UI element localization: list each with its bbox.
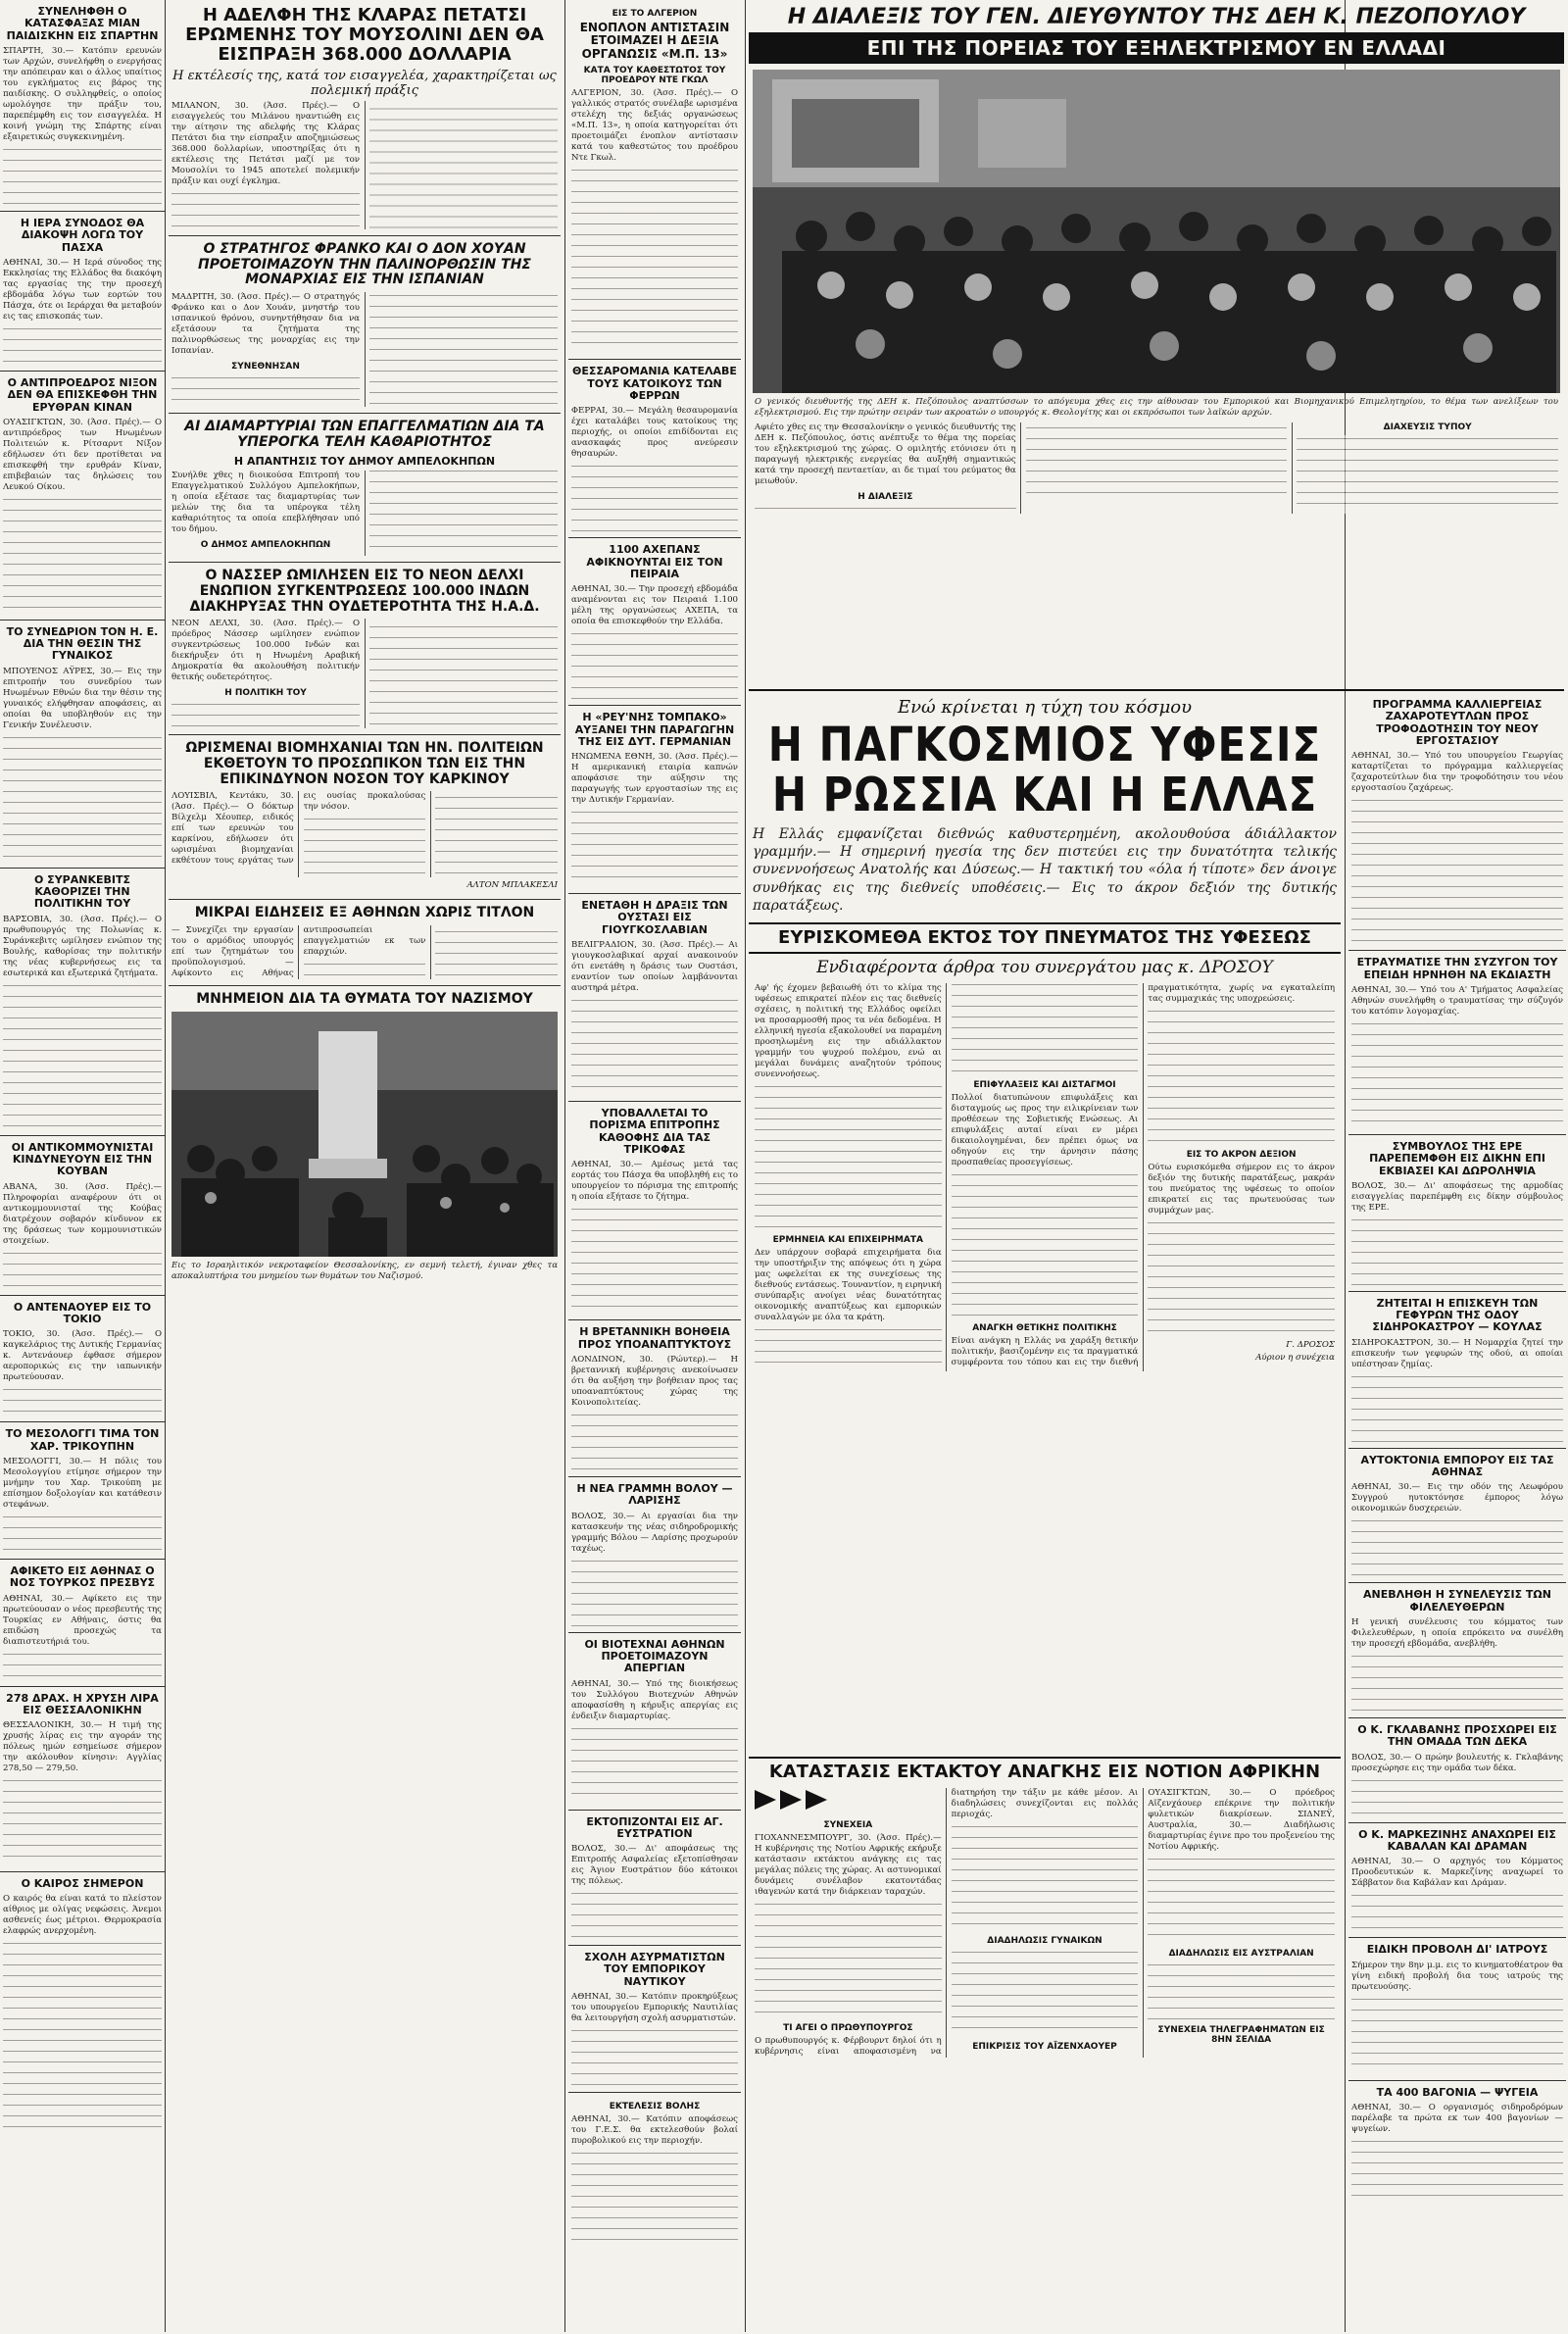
headline: ΑΙ ΔΙΑΜΑΡΤΥΡΙΑΙ ΤΩΝ ΕΠΑΓΓΕΛΜΑΤΙΩΝ ΔΙΑ ΤΑ ΥΠΕΡΟΓΚΑ ΤΕΛΗ ΚΑΘΑΡΙΟΤΗΤΟΣ bbox=[184, 418, 545, 450]
headline: 1100 ΑΧΕΠΑΝΣ ΑΦΙΚΝΟΥΝΤΑΙ ΕΙΣ ΤΟΝ ΠΕΙΡΑΙΑ bbox=[586, 543, 723, 580]
headline: ΤΟ ΣΥΝΕΔΡΙΟΝ ΤΟΝ Η. Ε. ΔΙΑ ΤΗΝ ΘΕΣΙΝ ΤΗΣ ΓΥΝΑΙΚΟΣ bbox=[6, 624, 159, 663]
section-label: ΔΙΑΧΕΥΣΙΣ ΤΥΠΟΥ bbox=[1383, 422, 1472, 432]
main-story bbox=[749, 693, 1341, 1752]
text-lines bbox=[1351, 1777, 1563, 1816]
article bbox=[568, 1102, 741, 1320]
text-lines bbox=[571, 1890, 738, 1939]
article bbox=[0, 1560, 165, 1687]
article-text: ΑΘΗΝΑΙ, 30.— Η Ιερά σύνοδος της Εκκλησίας της Ελλάδος θα διακόψη τας εργασίας της την προσεχή εβδομάδα λόγω των εορτών του Πάσχα, ότε οι Ιεράρχαι θα μεταβούν εις τας επισκοπάς των. bbox=[3, 257, 162, 322]
article bbox=[169, 0, 561, 236]
subheadline: ΚΑΤΑ ΤΟΥ ΚΑΘΕΣΤΩΤΟΣ ΤΟΥ ΠΡΟΕΔΡΟΥ ΝΤΕ ΓΚΩΛ bbox=[583, 66, 726, 86]
text-lines bbox=[3, 1250, 162, 1289]
byline: ΑΛΤΟΝ ΜΠΛΑΚΕΣΛΙ bbox=[466, 880, 558, 891]
headline: Ο ΣΤΡΑΤΗΓΟΣ ΦΡΑΝΚΟ ΚΑΙ Ο ΔΟΝ ΧΟΥΑΝ ΠΡΟΕΤΟΙΜΑΖΟΥΝ ΤΗΝ ΠΑΛΙΝΟΡΘΩΣΙΝ ΤΗΣ ΜΟΝΑΡΧΙΑΣ ΕΙΣ ΤΗΝ ΙΣΠΑΝΙΑΝ bbox=[198, 240, 531, 288]
text-lines bbox=[755, 1901, 942, 2018]
headline: ΥΠΟΒΑΛΛΕΤΑΙ ΤΟ ΠΟΡΙΣΜΑ ΕΠΙΤΡΟΠΗΣ ΚΑΘΟΦΗΣ ΔΙΑ ΤΑΣ ΤΡΙΚΟΦΑΣ bbox=[589, 1107, 720, 1156]
lede: Η Ελλάς εμφανίζεται διεθνώς καθυστερημένη, ακολουθούσα άδιάλλακτον γραμμήν.— Η σημερινή ηγεσία της δεν πιστεύει εις την δυνατότητα τελικής συνεννοήσεως Ανατολής και Δύσεως.— Η τακτική του «όλα ή τίποτε» δεν άνοιγε συνθήκας εις της διεθνείς υποθέσεις.— Εις το άκρον δεξιόν της δυτικής παρατάξεως. bbox=[753, 826, 1337, 914]
headline: ΜΝΗΜΕΙΟΝ ΔΙΑ ΤΑ ΘΥΜΑΤΑ ΤΟΥ ΝΑΖΙΣΜΟΥ bbox=[196, 991, 533, 1008]
article-text: ΦΕΡΡΑΙ, 30.— Μεγάλη θεσαυρομανία έχει καταλάβει τους κατοίκους της περιοχής, οι οποίοι επιδίδονται εις ανασκαφάς προς ανεύρεσιν θησαυρών. bbox=[571, 406, 738, 460]
text-lines bbox=[571, 167, 738, 353]
headline: ΣΧΟΛΗ ΑΣΥΡΜΑΤΙΣΤΩΝ ΤΟΥ ΕΜΠΟΡΙΚΟΥ ΝΑΥΤΙΚΟΥ bbox=[584, 1951, 725, 1988]
article-text: Σήμερον την 8ην μ.μ. εις το κινηματοθέατρον θα γίνη ειδική προβολή δια τους ιατρούς της πρωτευούσης. bbox=[1351, 1960, 1563, 1992]
article-text: ΒΑΡΣΟΒΙΑ, 30. (Άσσ. Πρές).— Ο πρωθυπουργός της Πολωνίας κ. Συράνκεβιτς ωμίλησεν ενώπιον της Βουλής, καθορίσας την πολιτικήν της νέας κυβερνήσεως εις τα εσωτερικά και εξωτερικά ζητήματα. bbox=[3, 914, 162, 978]
article bbox=[568, 894, 741, 1102]
section-label: ΕΠΙΦΥΛΑΞΕΙΣ ΚΑΙ ΔΙΣΤΑΓΜΟΙ bbox=[973, 1080, 1116, 1091]
article-text: Ούτω ευρισκόμεθα σήμερον εις το άκρον δεξιόν της δυτικής παρατάξεως, μακράν του πνεύματος της υφέσεως το οποίον επικρατεί εις τας πρωτευούσας των συμμάχων μας. bbox=[1148, 1163, 1335, 1217]
article-text: ΒΟΛΟΣ, 30.— Αι εργασίαι δια την κατασκευήν της νέας σιδηροδρομικής γραμμής Βόλου — Λαρίσης προχωρούν ταχέως. bbox=[571, 1511, 738, 1554]
headline: Η ΝΕΑ ΓΡΑΜΜΗ ΒΟΛΟΥ — ΛΑΡΙΣΗΣ bbox=[576, 1481, 733, 1508]
article bbox=[568, 0, 741, 360]
section-label: ΣΥΝΕΘΝΗΣΑΝ bbox=[231, 361, 300, 372]
article bbox=[0, 1136, 165, 1296]
article-text: ΛΟΝΔΙΝΟΝ, 30. (Ρώυτερ).— Η βρεταννική κυβέρνησις ανεκοίνωσεν ότι θα αυξήση την βοήθειαν προς τας υποαναπτύκτους χώρας της Κοινοπολιτείας. bbox=[571, 1354, 738, 1408]
headline: Ο ΝΑΣΣΕΡ ΩΜΙΛΗΣΕΝ ΕΙΣ ΤΟ ΝΕΟΝ ΔΕΛΧΙ ΕΝΩΠΙΟΝ ΣΥΓΚΕΝΤΡΩΣΕΩΣ 100.000 ΙΝΔΩΝ ΔΙΑΚΗΡΥΞΑΣ ΤΗΝ ΟΥΔΕΤΕΡΟΤΗΤΑ ΤΗΣ Η.Α.Δ. bbox=[189, 568, 540, 615]
article bbox=[1348, 1938, 1566, 2080]
section-label: ΑΝΑΓΚΗ ΘΕΤΙΚΗΣ ΠΟΛΙΤΙΚΗΣ bbox=[972, 1323, 1117, 1334]
article-text: ΜΠΟΥΕΝΟΣ ΑΫΡΕΣ, 30.— Εις την επιτροπήν του συνεδρίου των Ηνωμένων Εθνών δια την θέσιν της γυναικός ελήφθησαν αποφάσεις, αι οποίαι θα υποβληθούν εις την Γενικήν Συνέλευσιν. bbox=[3, 666, 162, 730]
article-text: Πολλοί διατυπώνουν επιφυλάξεις και δισταγμούς ως προς την ειλικρίνειαν των προθέσεων της Σοβιετικής Ενώσεως. Αι επιφυλάξεις αυταί είναι εν μέρει δικαιολογημέναι, δεν πρέπει όμως να οδηγούν εις την άρνησιν πάσης προσπαθείας προσεγγίσεως. bbox=[951, 1093, 1139, 1168]
text-lines bbox=[1351, 1653, 1563, 1712]
article-text: Είναι ανάγκη η Ελλάς να χαράξη θετικήν πολιτικήν, βασιζομένην εις τα πραγματικά συμφέροντα του τόπου και εις την διεθνή πραγματικότητα, χωρίς να εγκαταλείπη τας συμμαχικάς της υποχρεώσεις. bbox=[951, 983, 1335, 1368]
article-text: ΜΑΔΡΙΤΗ, 30. (Άσσ. Πρές).— Ο στρατηγός Φράνκο και ο Δον Χουάν, μνηστήρ του ισπανικού θρόνου, συνηντήθησαν δια να εξετάσουν τα ζητήματα της παλινορθώσεως της μοναρχίας εις την Ισπανίαν. bbox=[172, 291, 360, 356]
text-lines bbox=[571, 1558, 738, 1626]
column-third bbox=[568, 0, 741, 2332]
article-text: ΝΕΟΝ ΔΕΛΧΙ, 30. (Άσσ. Πρές).— Ο πρόεδρος Νάσσερ ωμίλησεν ενώπιον συγκεντρώσεως 100.000 Ινδών και διεκήρυξεν ότι η Ηνωμένη Αραβική Δημοκρατία θα ακολουθήση πολιτικήν θετικής ουδετερότητος. bbox=[172, 619, 360, 683]
section-label: ΤΙ ΑΓΕΙ Ο ΠΡΩΘΥΠΟΥΡΓΟΣ bbox=[783, 2023, 913, 2034]
text-lines bbox=[571, 2027, 738, 2086]
kicker: Ενώ κρίνεται η τύχη του κόσμου bbox=[897, 697, 1193, 718]
section-label: ΣΥΝΕΧΕΙΑ bbox=[823, 1820, 873, 1831]
column-rule bbox=[745, 0, 746, 2332]
audience-photo-graphic bbox=[753, 70, 1560, 393]
kicker: ΕΙΣ ΤΟ ΑΛΓΕΡΙΟΝ bbox=[612, 9, 698, 19]
text-lines bbox=[1351, 797, 1563, 944]
article-text: ΑΒΑΝΑ, 30. (Άσσ. Πρές).— Πληροφορίαι αναφέρουν ότι οι αντικομμουνισταί της Κούβας διατρέχουν σοβαρόν κίνδυνον εκ της δράσεως των κομμουνιστικών στοιχείων. bbox=[3, 1181, 162, 1246]
continuation-note: Αύριον η συνέχεια bbox=[1255, 1353, 1335, 1364]
headline: Η ΔΙΑΛΕΞΙΣ ΤΟΥ ΓΕΝ. ΔΙΕΥΘΥΝΤΟΥ ΤΗΣ ΔΕΗ Κ. ΠΕΖΟΠΟΥΛΟΥ bbox=[787, 5, 1526, 29]
text-lines bbox=[1297, 435, 1558, 514]
article bbox=[1348, 1718, 1566, 1823]
article-text: ΑΘΗΝΑΙ, 30.— Ο αρχηγός του Κόμματος Προοδευτικών κ. Μαρκεζίνης αναχωρεί το Σάββατον δια Καβάλαν και Δράμαν. bbox=[1351, 1857, 1563, 1889]
headline: 278 ΔΡΑΧ. Η ΧΡΥΣΗ ΛΙΡΑ ΕΙΣ ΘΕΣΣΑΛΟΝΙΚΗΝ bbox=[6, 1691, 159, 1716]
section-label: ΕΡΜΗΝΕΙΑ ΚΑΙ ΕΠΙΧΕΙΡΗΜΑΤΑ bbox=[772, 1235, 924, 1246]
article-text: Αφ' ής έχομεν βεβαιωθή ότι το κλίμα της υφέσεως επικρατεί πλέον εις τας διεθνείς σχέσεις, η πολιτική της Ελλάδος οφείλει να προσαρμοσθή προς τα νέα δεδομένα. Η ελληνική ηγεσία εξακολουθεί να παραμένη προσηλωμένη εις την αδιάλλακτον γραμμήν του ψυχρού πολέμου, ενώ αι μεγάλαι δυνάμεις αναζητούν τρόπους συνεννοήσεως. bbox=[755, 983, 942, 1080]
article bbox=[169, 414, 561, 563]
text-lines bbox=[3, 1386, 162, 1415]
headline: ΑΦΙΚΕΤΟ ΕΙΣ ΑΘΗΝΑΣ Ο ΝΟΣ ΤΟΥΡΚΟΣ ΠΡΕΣΒΥΣ bbox=[9, 1564, 156, 1590]
column-left bbox=[0, 0, 165, 2332]
article bbox=[568, 360, 741, 538]
headline: ΕΝΕΤΑΘΗ Η ΔΡΑΞΙΣ ΤΩΝ ΟΥΣΤΑΣΙ ΕΙΣ ΓΙΟΥΓΚΟΣΛΑΒΙΑΝ bbox=[581, 899, 728, 936]
headline: Ο ΑΝΤΕΝΑΟΥΕΡ ΕΙΣ ΤΟ ΤΟΚΙΟ bbox=[13, 1300, 152, 1325]
article-text: Ο πρωθυπουργός κ. Φέρβουρντ δηλοί ότι η κυβέρνησις είναι αποφασισμένη να διατηρήση την τάξιν με κάθε μέσον. Αι διαδηλώσεις συνεχίζονται εις πολλάς περιοχάς. bbox=[755, 1788, 1139, 2058]
article bbox=[568, 1477, 741, 1633]
headline: ΤΟ ΜΕΣΟΛΟΓΓΙ ΤΙΜΑ ΤΟΝ ΧΑΡ. ΤΡΙΚΟΥΠΗΝ bbox=[5, 1427, 160, 1453]
headline: Ο Κ. ΓΚΛΑΒΑΝΗΣ ΠΡΟΣΧΩΡΕΙ ΕΙΣ ΤΗΝ ΟΜΑΔΑ ΤΩΝ ΔΕΚΑ bbox=[1357, 1723, 1557, 1749]
article bbox=[1348, 1449, 1566, 1584]
text-lines bbox=[3, 1514, 162, 1553]
text-lines bbox=[1148, 1962, 1335, 2020]
article bbox=[1348, 951, 1566, 1135]
article bbox=[169, 563, 561, 735]
text-lines bbox=[571, 809, 738, 887]
south-africa-story bbox=[749, 1757, 1341, 2334]
article-text: ΑΘΗΝΑΙ, 30.— Εις την οδόν της Λεωφόρου Συγγρού ηυτοκτόνησε έμπορος λόγω οικονομικών δυσχερειών. bbox=[1351, 1482, 1563, 1515]
headline: ΕΙΔΙΚΗ ΠΡΟΒΟΛΗ ΔΙ' ΙΑΤΡΟΥΣ bbox=[1366, 1943, 1548, 1957]
headline: ΕΤΡΑΥΜΑΤΙΣΕ ΤΗΝ ΣΥΖΥΓΟΝ ΤΟΥ ΕΠΕΙΔΗ ΗΡΝΗΘΗ ΝΑ ΕΚΔΙΑΣΤΗ bbox=[1356, 956, 1558, 981]
text-lines bbox=[1351, 1996, 1563, 2074]
headline: Η ΒΡΕΤΑΝΝΙΚΗ ΒΟΗΘΕΙΑ ΠΡΟΣ ΥΠΟΑΝΑΠΤΥΚΤΟΥΣ bbox=[577, 1325, 732, 1351]
article bbox=[568, 1946, 741, 2093]
text-lines bbox=[3, 1651, 162, 1680]
article bbox=[1348, 1823, 1566, 1939]
headline: ΚΑΤΑΣΤΑΣΙΣ ΕΚΤΑΚΤΟΥ ΑΝΑΓΚΗΣ ΕΙΣ ΝΟΤΙΟΝ ΑΦΡΙΚΗΝ bbox=[768, 1762, 1321, 1782]
headline: ΕΝΟΠΛΟΝ ΑΝΤΙΣΤΑΣΙΝ ΕΤΟΙΜΑΖΕΙ Η ΔΕΞΙΑ ΟΡΓΑΝΩΣΙΣ «Μ.Π. 13» bbox=[579, 21, 730, 61]
text-lines bbox=[1351, 2138, 1563, 2197]
column-second bbox=[169, 0, 561, 2332]
headline: ΟΙ ΑΝΤΙΚΟΜΜΟΥΝΙΣΤΑΙ ΚΙΝΔΥΝΕΥΟΥΝ ΕΙΣ ΤΗΝ ΚΟΥΒΑΝ bbox=[11, 1140, 154, 1178]
headline: ΣΥΜΒΟΥΛΟΣ ΤΗΣ ΕΡΕ ΠΑΡΕΠΕΜΦΘΗ ΕΙΣ ΔΙΚΗΝ ΕΠΙ ΕΚΒΙΑΣΕΙ ΚΑΙ ΔΩΡΟΛΗΨΙΑ bbox=[1369, 1139, 1545, 1177]
headline: Η ΡΩΣΣΙΑ ΚΑΙ Η ΕΛΛΑΣ bbox=[771, 767, 1318, 822]
text-lines bbox=[952, 1949, 1139, 2037]
article bbox=[169, 735, 561, 900]
text-lines bbox=[571, 463, 738, 531]
headline: Η ΙΕΡΑ ΣΥΝΟΔΟΣ ΘΑ ΔΙΑΚΟΨΗ ΛΟΓΩ ΤΟΥ ΠΑΣΧΑ bbox=[20, 216, 145, 254]
article-text: ΓΙΟΧΑΝΝΕΣΜΠΟΥΡΓ, 30. (Άσσ. Πρές).— Η κυβέρνησις της Νοτίου Αφρικής εκήρυξε κατάστασιν εκτάκτου ανάγκης εις τας μεγάλας πόλεις της χώρας. Αι αστυνομικαί δυνάμεις συνέλαβον εκατοντάδας ιθαγενών κατά την διάρκειαν ταραχών. bbox=[755, 1833, 942, 1898]
article-text: ΒΕΛΙΓΡΑΔΙΟΝ, 30. (Άσσ. Πρές).— Αι γιουγκοσλαβικαί αρχαί ανακοινούν ότι ενετάθη η δράσις των Ουστάσι, εναντίον των οποίων λαμβάνονται αυστηρά μέτρα. bbox=[571, 940, 738, 994]
text-lines bbox=[571, 1206, 738, 1314]
article bbox=[568, 1811, 741, 1947]
article bbox=[1348, 693, 1566, 951]
subheadline: Ενδιαφέροντα άρθρα του συνεργάτου μας κ. ΔΡΟΣΟΥ bbox=[816, 958, 1273, 978]
article bbox=[0, 621, 165, 869]
headline: ΟΙ ΒΙΟΤΕΧΝΑΙ ΑΘΗΝΩΝ ΠΡΟΕΤΟΙΜΑΖΟΥΝ ΑΠΕΡΓΙΑΝ bbox=[584, 1637, 725, 1675]
text-lines bbox=[571, 630, 738, 699]
article-text: ΑΘΗΝΑΙ, 30.— Υπό της διοικήσεως του Συλλόγου Βιοτεχνών Αθηνών αποφασίσθη η κήρυξις απεργίας εις ένδειξιν διαμαρτυρίας. bbox=[571, 1678, 738, 1721]
article-text: ΑΘΗΝΑΙ, 30.— Κατόπιν αποφάσεως του Γ.Ε.Σ. θα εκτελεσθούν βολαί πυροβολικού εις την περιοχήν. bbox=[571, 2114, 738, 2147]
byline: Γ. ΔΡΟΣΟΣ bbox=[1286, 1340, 1335, 1351]
text-lines bbox=[571, 1412, 738, 1470]
section-label: Η ΔΙΑΛΕΞΙΣ bbox=[858, 491, 913, 502]
article-text: ΤΟΚΙΟ, 30. (Άσσ. Πρές).— Ο καγκελάριος της Δυτικής Γερμανίας κ. Αντενάουερ έφθασε σήμερον αεροπορικώς εις την ιαπωνικήν πρωτεύουσαν. bbox=[3, 1329, 162, 1383]
article-text: Αφιέτο χθες εις την Θεσσαλονίκην ο γενικός διευθυντής της ΔΕΗ κ. Πεζόπουλος, όστις ανέπτυξε το θέμα της πορείας του εξηλεκτρισμού της χώρας. Ο ομιλητής ετόνισεν ότι η παραγωγή ηλεκτρικής ενεργείας θα αυξηθή σημαντικώς κατά την προσεχή πενταετίαν, αι δε τιμαί του ρεύματος θα μειωθούν. bbox=[755, 422, 1016, 486]
text-lines bbox=[1351, 1217, 1563, 1285]
text-lines bbox=[1351, 1517, 1563, 1576]
text-lines bbox=[3, 982, 162, 1129]
article bbox=[0, 372, 165, 621]
headline: Ο ΣΥΡΑΝΚΕΒΙΤΣ ΚΑΘΟΡΙΖΕΙ ΤΗΝ ΠΟΛΙΤΙΚΗΝ ΤΟΥ bbox=[33, 872, 131, 911]
headline: ΣΥΝΕΛΗΦΘΗ Ο ΚΑΤΑΣΦΑΞΑΣ ΜΙΑΝ ΠΑΙΔΙΣΚΗΝ ΕΙΣ ΣΠΑΡΤΗΝ bbox=[6, 5, 159, 42]
article-text: ΑΘΗΝΑΙ, 30.— Αφίκετο εις την πρωτεύουσαν ο νέος πρεσβευτής της Τουρκίας εν Αθήναις, όστις θα επιδώση προσεχώς τα διαπιστευτήριά του. bbox=[3, 1593, 162, 1647]
photo-caption: Ο γενικός διευθυντής της ΔΕΗ κ. Πεζόπουλος αναπτύσσων το απόγευμα χθες εις την αίθουσαν του Εμπορικού και Βιομηχανικού Επιμελητηρίου, το θέμα των ανελίξεων του εξηλεκτρισμού. Εις την πρώτην σειράν των ακροατών ο υπουργός κ. Θεολογίτης και οι εκπρόσωποι των λαϊκών αρχών. bbox=[755, 396, 1558, 418]
article bbox=[169, 986, 561, 1288]
article bbox=[1348, 1583, 1566, 1718]
article-text: ΑΘΗΝΑΙ, 30.— Την προσεχή εβδομάδα αναμένονται εις τον Πειραιά 1.100 μέλη της οργανώσεως ΑΧΕΠΑ, τα οποία θα επισκεφθούν την Ελλάδα. bbox=[571, 584, 738, 627]
text-lines bbox=[1351, 1020, 1563, 1128]
article bbox=[0, 1872, 165, 2142]
memorial-photo bbox=[172, 1012, 558, 1257]
headline: ΘΕΣΣΑΡΟΜΑΝΙΑ ΚΑΤΕΛΑΒΕ ΤΟΥΣ ΚΑΤΟΙΚΟΥΣ ΤΩΝ ΦΕΡΡΩΝ bbox=[572, 365, 737, 402]
subheadline: Η εκτέλεσίς της, κατά τον εισαγγελέα, χαρακτηρίζεται ως πολεμική πράξις bbox=[172, 69, 557, 99]
headline: ΤΑ 400 ΒΑΓΟΝΙΑ — ΨΥΓΕΙΑ bbox=[1376, 2085, 1539, 2099]
article bbox=[0, 1422, 165, 1560]
text-lines bbox=[571, 2150, 738, 2248]
headline: Η ΑΔΕΛΦΗ ΤΗΣ ΚΛΑΡΑΣ ΠΕΤΑΤΣΙ ΕΡΩΜΕΝΗΣ ΤΟΥ ΜΟΥΣΟΛΙΝΙ ΔΕΝ ΘΑ ΕΙΣΠΡΑΞΗ 368.000 ΔΟΛΛΑΡΙΑ bbox=[185, 5, 544, 66]
column-rule bbox=[165, 0, 166, 2332]
article-text: ΟΥΑΣΙΓΚΤΩΝ, 30. (Άσσ. Πρές).— Ο αντιπρόεδρος των Ηνωμένων Πολιτειών κ. Ρίτσαρντ Νίξον εδήλωσεν ότι δεν προτίθεται να επισκεφθή την ερυθράν Κίναν, επιβεβαιών τας δηλώσεις του Λευκού Οίκου. bbox=[3, 417, 162, 492]
text-lines bbox=[3, 1940, 162, 2136]
column-right bbox=[1348, 693, 1566, 2332]
article-text: ΑΘΗΝΑΙ, 30.— Αμέσως μετά τας εορτάς του Πάσχα θα υποβληθή εις το υπουργείον το πόρισμα της επιτροπής η οποία εξήτασε το ζήτημα. bbox=[571, 1160, 738, 1203]
headline: ΖΗΤΕΙΤΑΙ Η ΕΠΙΣΚΕΥΗ ΤΩΝ ΓΕΦΥΡΩΝ ΤΗΣ ΟΔΟΥ ΣΙΔΗΡΟΚΑΣΤΡΟΥ — ΚΟΥΛΑΣ bbox=[1372, 1296, 1543, 1334]
text-lines bbox=[571, 1725, 738, 1804]
text-lines bbox=[571, 997, 738, 1095]
article-text: Συνήλθε χθες η διοικούσα Επιτροπή του Επαγγελματικού Συλλόγου Αμπελοκήπων, η οποία εξέτασε τας διαμαρτυρίας των μελών της δια τα υπέρογκα τέλη καθαριότητος τα οποία επεβλήθησαν υπό του δήμου. bbox=[172, 471, 360, 535]
article-text: ΑΛΓΕΡΙΟΝ, 30. (Άσσ. Πρές).— Ο γαλλικός στρατός συνέλαβε ωρισμένα στελέχη της δεξιάς οργανώσεως «Μ.Π. 13», η οποία κατηγορείται ότι προετοιμάζει ένοπλον αντίστασιν κατά του καθεστώτος του προέδρου Ντε Γκωλ. bbox=[571, 88, 738, 164]
headline: Η ΠΑΓΚΟΣΜΙΟΣ ΥΦΕΣΙΣ bbox=[767, 717, 1322, 772]
article bbox=[568, 1320, 741, 1477]
article-text: ΑΘΗΝΑΙ, 30.— Υπό του υπουργείου Γεωργίας καταρτίζεται το πρόγραμμα καλλιεργείας ζαχαροτεύτλων δια την τροφοδότησιν του νέου εργοστασίου ζαχάρεως. bbox=[1351, 751, 1563, 794]
article-text: Η γενική συνέλευσις του κόμματος των Φιλελευθέρων, η οποία επρόκειτο να συνέλθη την προσεχή εβδομάδα, ανεβλήθη. bbox=[1351, 1617, 1563, 1649]
article bbox=[1348, 1292, 1566, 1449]
article-text: ΒΟΛΟΣ, 30.— Δι' αποφάσεως της αρμοδίας εισαγγελίας παρεπέμφθη εις δίκην σύμβουλος της ΕΡΕ. bbox=[1351, 1180, 1563, 1213]
article bbox=[0, 212, 165, 372]
subheadline: Η ΑΠΑΝΤΗΣΙΣ ΤΟΥ ΔΗΜΟΥ ΑΜΠΕΛΟΚΗΠΩΝ bbox=[233, 455, 496, 469]
headline: ΑΝΕΒΛΗΘΗ Η ΣΥΝΕΛΕΥΣΙΣ ΤΩΝ ΦΙΛΕΛΕΥΘΕΡΩΝ bbox=[1363, 1588, 1551, 1614]
crowd-photo-graphic bbox=[172, 1012, 558, 1257]
column-rule bbox=[564, 0, 565, 2332]
article-text: ΟΥΑΣΙΓΚΤΩΝ, 30.— Ο πρόεδρος Αϊζενχάουερ επέκρινε την πολιτικήν φυλετικών διακρίσεων. ΣΙΔΝΕΫ, Αυστραλία, 30.— Διαδήλωσις διαμαρτυρίας έγινε προ του προξενείου της Νοτίου Αφρικής. bbox=[1148, 1788, 1335, 1853]
text-lines bbox=[3, 496, 162, 614]
text-lines bbox=[3, 325, 162, 365]
text-lines bbox=[1148, 1856, 1335, 1944]
text-lines bbox=[1351, 1892, 1563, 1931]
article bbox=[0, 869, 165, 1136]
article-text: ΒΟΛΟΣ, 30.— Ο πρώην βουλευτής κ. Γκλαβάνης προσεχώρησε εις την ομάδα των δέκα. bbox=[1351, 1752, 1563, 1773]
headline: ΠΡΟΓΡΑΜΜΑ ΚΑΛΛΙΕΡΓΕΙΑΣ ΖΑΧΑΡΟΤΕΥΤΛΩΝ ΠΡΟΣ ΤΡΟΦΟΔΟΤΗΣΙΝ ΤΟΥ ΝΕΟΥ ΕΡΓΟΣΤΑΣΙΟΥ bbox=[1372, 698, 1543, 747]
article bbox=[568, 538, 741, 706]
headline: ΕΚΤΟΠΙΖΟΝΤΑΙ ΕΙΣ ΑΓ. ΕΥΣΤΡΑΤΙΟΝ bbox=[586, 1814, 723, 1840]
headline-banner: ΕΠΙ ΤΗΣ ΠΟΡΕΙΑΣ ΤΟΥ ΕΞΗΛΕΚΤΡΙΣΜΟΥ ΕΝ ΕΛΛΑΔΙ bbox=[749, 32, 1564, 64]
continuation-note: ΣΥΝΕΧΕΙΑ ΤΗΛΕΓΡΑΦΗΜΑΤΩΝ ΕΙΣ 8ΗΝ ΣΕΛΙΔΑ bbox=[1157, 2025, 1325, 2046]
section-label: ΕΙΣ ΤΟ ΑΚΡΟΝ ΔΕΞΙΟΝ bbox=[1186, 1150, 1297, 1161]
headline: ΩΡΙΣΜΕΝΑΙ ΒΙΟΜΗΧΑΝΙΑΙ ΤΩΝ ΗΝ. ΠΟΛΙΤΕΙΩΝ ΕΚΘΕΤΟΥΝ ΤΟ ΠΡΟΣΩΠΙΚΟΝ ΤΩΝ ΕΙΣ ΤΗΝ ΕΠΙΚΙΝΔΥΝΟΝ ΝΟΣΟΝ ΤΟΥ ΚΑΡΚΙΝΟΥ bbox=[185, 740, 544, 787]
text-lines bbox=[1351, 1373, 1563, 1442]
section-label: ΕΠΙΚΡΙΣΙΣ ΤΟΥ ΑΪΖΕΝΧΑΟΥΕΡ bbox=[972, 2042, 1117, 2053]
article-text: ΛΟΥΙΣΒΙΛ, Κεντάκυ, 30. (Άσσ. Πρές).— Ο δόκτωρ Βίλχελμ Χέουπερ, ειδικός επί των ερευνών του καρκίνου, εδήλωσεν ότι ωρισμέναι βιομηχανίαι εκθέτουν τους εργάτας των εις ουσίας προκαλούσας την νόσον. bbox=[172, 791, 426, 867]
headline: ΜΙΚΡΑΙ ΕΙΔΗΣΕΙΣ ΕΞ ΑΘΗΝΩΝ ΧΩΡΙΣ ΤΙΤΛΟΝ bbox=[194, 905, 535, 921]
headline: Ο ΚΑΙΡΟΣ ΣΗΜΕΡΟΝ bbox=[21, 1877, 144, 1891]
article-text: ΜΙΛΑΝΟΝ, 30. (Άσσ. Πρές).— Ο εισαγγελεύς του Μιλάνου ηναντιώθη εις την αίτησιν της αδελφής της Κλάρας Πετάτσι δια την είσπραξιν αποζημιώσεως 368.000 δολλαρίων, υποστηρίξας ότι η εκτέλεσις της Πετάτσι μαζί με τον Μουσολίνι το 1945 αποτελεί πολεμικήν πράξιν και ουχί έγκλημα. bbox=[172, 101, 360, 187]
text-lines bbox=[952, 1171, 1139, 1318]
article bbox=[1348, 2081, 1566, 2203]
section-label: ΔΙΑΔΗΛΩΣΙΣ ΕΙΣ ΑΥΣΤΡΑΛΙΑΝ bbox=[1168, 1949, 1314, 1960]
article-text: Δεν υπάρχουν σοβαρά επιχειρήματα δια την υποστήριξιν της απόψεως ότι η χώρα μας ωφελείται εκ της συνεχίσεως της διεθνούς εντάσεως. Τουναντίον, η ειρηνική συνύπαρξις ανοίγει νέας δυνατότητας οικονομικής αναπτύξεως και εμπορικών συναλλαγών με όλα τα κράτη. bbox=[755, 1248, 942, 1323]
text-lines bbox=[1148, 1219, 1335, 1337]
article-text: ΑΘΗΝΑΙ, 30.— Κατόπιν προκηρύξεως του υπουργείου Εμπορικής Ναυτιλίας θα λειτουργήση σχολή ασυρματιστών. bbox=[571, 1992, 738, 2024]
article bbox=[0, 1687, 165, 1873]
article-text: Ο καιρός θα είναι κατά το πλείστον αίθριος με ολίγας νεφώσεις. Άνεμοι ασθενείς έως μέτριοι. Θερμοκρασία ελαφρώς ανερχομένη. bbox=[3, 1894, 162, 1937]
article bbox=[169, 236, 561, 414]
photo-caption: Εις το Ισραηλιτικόν νεκροταφείον Θεσσαλονίκης, εν σεμνή τελετή, έγιναν χθες τα αποκαλυπτήρια του μνημείου των θυμάτων του Ναζισμού. bbox=[172, 1260, 558, 1281]
text-lines bbox=[952, 1823, 1139, 1931]
article bbox=[568, 706, 741, 894]
section-label: Η ΠΟΛΙΤΙΚΗ ΤΟΥ bbox=[224, 688, 307, 699]
section-label: ΔΙΑΔΗΛΩΣΙΣ ΓΥΝΑΙΚΩΝ bbox=[987, 1936, 1102, 1947]
article-text: ΘΕΣΣΑΛΟΝΙΚΗ, 30.— Η τιμή της χρυσής λίρας εις την αγοράν της πόλεως ημών εσημείωσε σήμερον την ακόλουθον κίνησιν: Αγγλίας 278,50 — 279,50. bbox=[3, 1720, 162, 1774]
article bbox=[0, 1296, 165, 1423]
deh-lecture-story bbox=[749, 0, 1564, 691]
arrows-icon bbox=[755, 1788, 853, 1812]
article-text: ΑΘΗΝΑΙ, 30.— Ο οργανισμός σιδηροδρόμων παρέλαβε τα πρώτα εκ των 400 βαγονίων — ψυγείων. bbox=[1351, 2102, 1563, 2134]
section-label: Ο ΔΗΜΟΣ ΑΜΠΕΛΟΚΗΠΩΝ bbox=[200, 540, 331, 551]
headline: Ο Κ. ΜΑΡΚΕΖΙΝΗΣ ΑΝΑΧΩΡΕΙ ΕΙΣ ΚΑΒΑΛΑΝ ΚΑΙ ΔΡΑΜΑΝ bbox=[1358, 1827, 1556, 1853]
section-label: ΕΚΤΕΛΕΣΙΣ ΒΟΛΗΣ bbox=[609, 2102, 701, 2112]
article-text: ΣΙΔΗΡΟΚΑΣΤΡΟΝ, 30.— Η Νομαρχία ζητεί την επισκευήν των γεφυρών της οδού, αι οποίαι υπέστησαν ζημίας. bbox=[1351, 1337, 1563, 1369]
text-lines bbox=[3, 734, 162, 862]
text-lines bbox=[755, 1083, 942, 1230]
article bbox=[169, 900, 561, 986]
article bbox=[568, 1633, 741, 1811]
article-text: ΣΠΑΡΤΗ, 30.— Κατόπιν ερευνών των Αρχών, συνελήφθη ο ενεργήσας την απόπειραν και ο άλλος υπαίτιος του εγκλήματος εις βάρος της παιδίσκης. Ο συλληφθείς, ο οποίος ωμολόγησε την πράξιν του, παρεπέμφθη εις τον εισαγγελέα. Η κοινή γνώμη της Σπάρτης είναι εξαιρετικώς συγκεκινημένη. bbox=[3, 45, 162, 142]
lecture-photo bbox=[753, 70, 1560, 393]
headline: Η «ΡΕΥ'ΝΗΣ ΤΟΜΠΑΚΟ» ΑΥΞΑΝΕΙ ΤΗΝ ΠΑΡΑΓΩΓΗΝ ΤΗΣ ΕΙΣ ΔΥΤ. ΓΕΡΜΑΝΙΑΝ bbox=[574, 711, 735, 748]
article-text: ΑΘΗΝΑΙ, 30.— Υπό του Α' Τμήματος Ασφαλείας Αθηνών συνελήφθη ο τραυματίσας την σύζυγόν του κατόπιν λογομαχίας. bbox=[1351, 984, 1563, 1017]
text-lines bbox=[3, 1777, 162, 1865]
article bbox=[568, 2093, 741, 2254]
text-lines bbox=[1148, 1008, 1335, 1145]
text-lines bbox=[3, 146, 162, 205]
section-banner: ΕΥΡΙΣΚΟΜΕΘΑ ΕΚΤΟΣ ΤΟΥ ΠΝΕΥΜΑΤΟΣ ΤΗΣ ΥΦΕΣΕΩΣ bbox=[749, 922, 1341, 954]
article bbox=[1348, 1135, 1566, 1292]
article-text: ΗΝΩΜΕΝΑ ΕΘΝΗ, 30. (Άσσ. Πρές).— Η αμερικανική εταιρία καπνών αποφάσισε την αύξησιν της παραγωγής των εργοστασίων της εις την Δυτικήν Γερμανίαν. bbox=[571, 752, 738, 806]
article-text: — Συνεχίζει την εργασίαν του ο αρμόδιος υπουργός επί των ζητημάτων του προϋπολογισμού. — Αφίκοντο εις Αθήνας αντιπροσωπείαι επαγγελματιών εκ των επαρχιών. bbox=[172, 925, 426, 979]
article bbox=[0, 0, 165, 212]
headline: Ο ΑΝΤΙΠΡΟΕΔΡΟΣ ΝΙΞΟΝ ΔΕΝ ΘΑ ΕΠΙΣΚΕΦΘΗ ΤΗΝ ΕΡΥΘΡΑΝ ΚΙΝΑΝ bbox=[7, 375, 158, 414]
headline: ΑΥΤΟΚΤΟΝΙΑ ΕΜΠΟΡΟΥ ΕΙΣ ΤΑΣ ΑΘΗΝΑΣ bbox=[1360, 1453, 1554, 1479]
article-text: ΒΟΛΟΣ, 30.— Δι' αποφάσεως της Επιτροπής Ασφαλείας εξετοπίσθησαν εις Άγιον Ευστράτιον δύο κάτοικοι της πόλεως. bbox=[571, 1844, 738, 1887]
article-text: ΜΕΣΟΛΟΓΓΙ, 30.— Η πόλις του Μεσολογγίου ετίμησε σήμερον την μνήμην του Χαρ. Τρικούπη με επίσημον δοξολογίαν και κατάθεσιν στεφάνων. bbox=[3, 1456, 162, 1510]
